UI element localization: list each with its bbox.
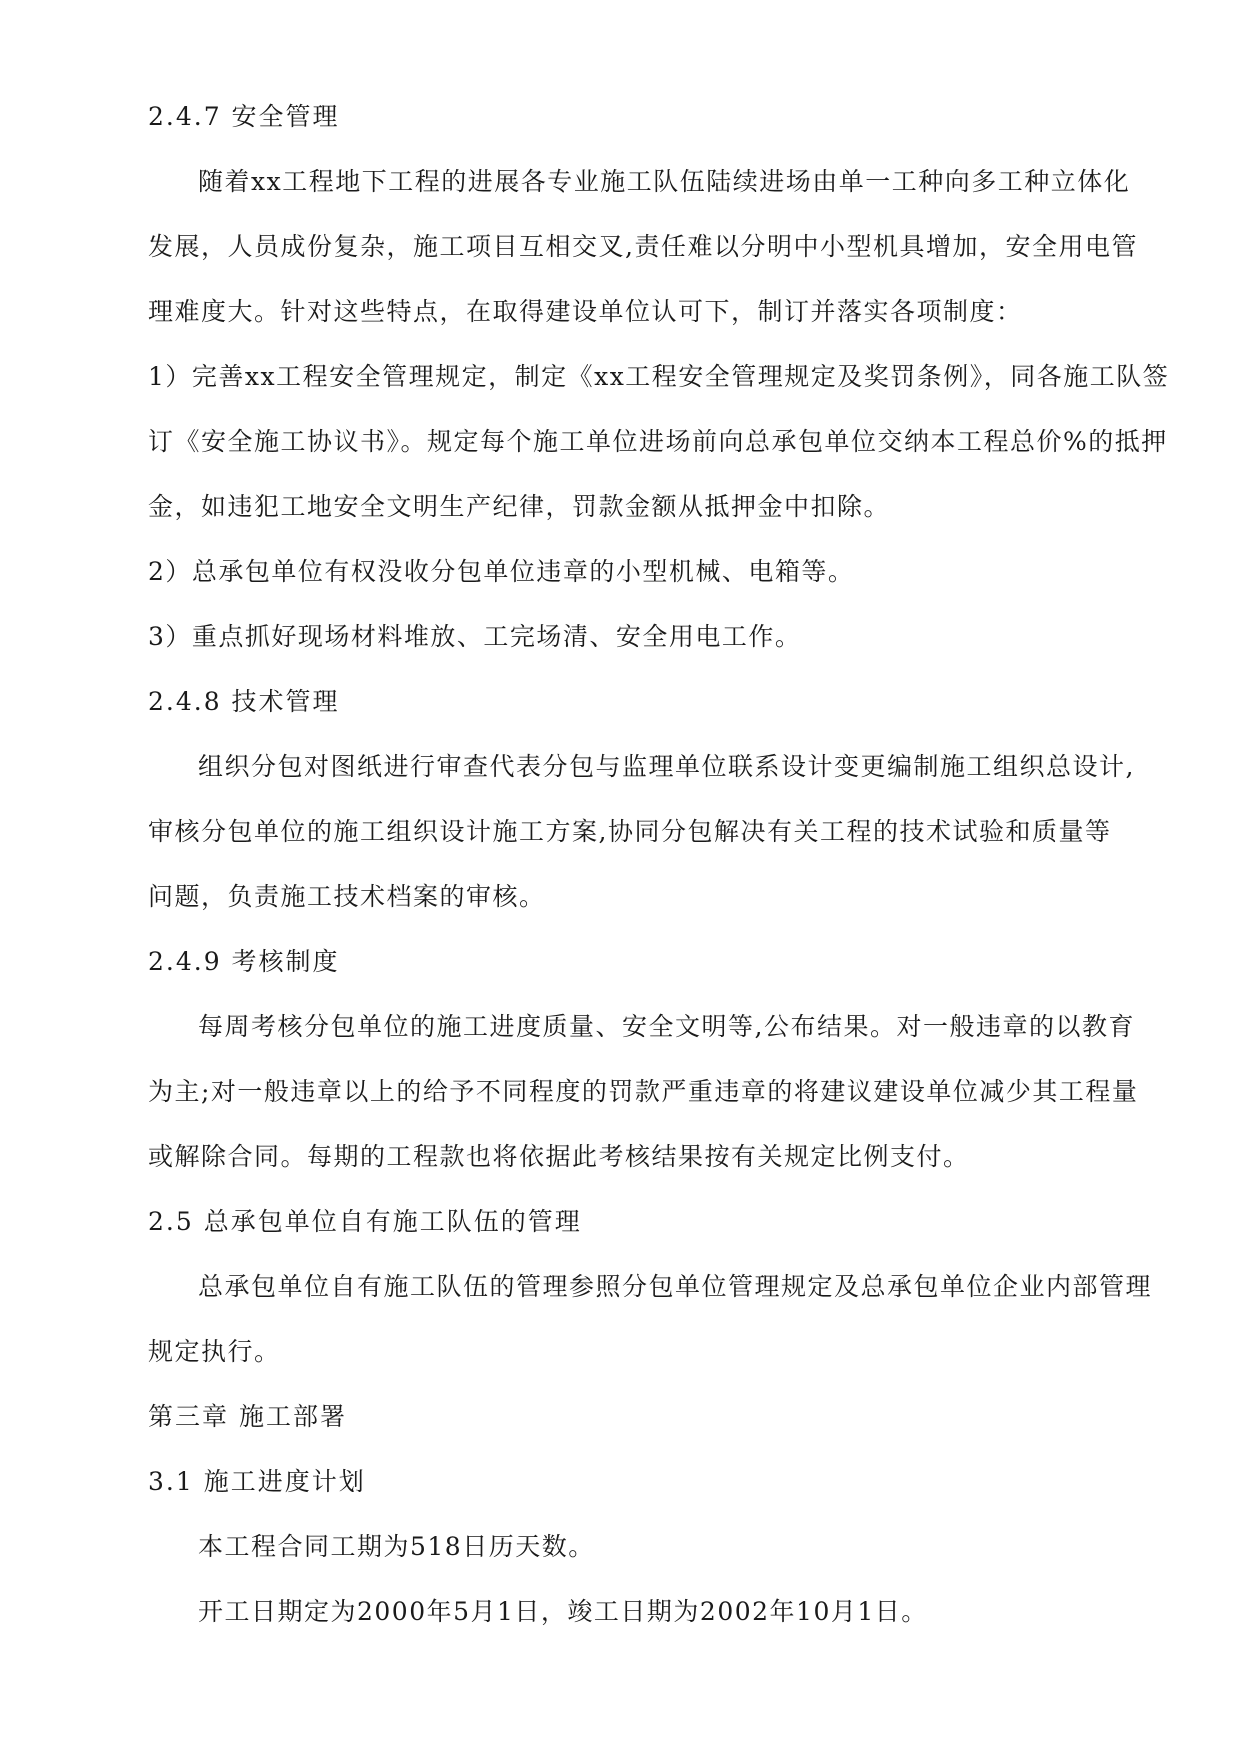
paragraph-line: 本工程合同工期为518日历天数。 bbox=[198, 1532, 595, 1561]
section-heading-2-5: 2.5 总承包单位自有施工队伍的管理 bbox=[148, 1207, 582, 1236]
list-item-line: 订《安全施工协议书》。规定每个施工单位进场前向总承包单位交纳本工程总价%的抵押 bbox=[148, 427, 1168, 456]
paragraph-line: 问题，负责施工技术档案的审核。 bbox=[148, 882, 546, 911]
paragraph-line: 总承包单位自有施工队伍的管理参照分包单位管理规定及总承包单位企业内部管理 bbox=[198, 1272, 1153, 1301]
paragraph-line: 规定执行。 bbox=[148, 1337, 281, 1366]
paragraph-line: 发展，人员成份复杂，施工项目互相交叉,责任难以分明中小型机具增加，安全用电管 bbox=[148, 232, 1138, 261]
chapter-heading-3: 第三章 施工部署 bbox=[148, 1402, 347, 1431]
section-heading-2-4-9: 2.4.9 考核制度 bbox=[148, 947, 340, 976]
paragraph-line: 为主;对一般违章以上的给予不同程度的罚款严重违章的将建议建设单位减少其工程量 bbox=[148, 1077, 1139, 1106]
section-heading-2-4-7: 2.4.7 安全管理 bbox=[148, 102, 340, 131]
paragraph-line: 每周考核分包单位的施工进度质量、安全文明等,公布结果。对一般违章的以教育 bbox=[198, 1012, 1135, 1041]
list-item-line: 1）完善xx工程安全管理规定，制定《xx工程安全管理规定及奖罚条例》，同各施工队签 bbox=[148, 362, 1170, 391]
paragraph-line: 组织分包对图纸进行审查代表分包与监理单位联系设计变更编制施工组织总设计, bbox=[198, 752, 1135, 781]
document-page bbox=[148, 84, 1170, 1644]
list-item-line: 金，如违犯工地安全文明生产纪律，罚款金额从抵押金中扣除。 bbox=[148, 492, 891, 521]
list-item-line: 3）重点抓好现场材料堆放、工完场清、安全用电工作。 bbox=[148, 622, 802, 651]
paragraph-line: 开工日期定为2000年5月1日，竣工日期为2002年10月1日。 bbox=[198, 1597, 928, 1626]
section-heading-2-4-8: 2.4.8 技术管理 bbox=[148, 687, 340, 716]
list-item-line: 2）总承包单位有权没收分包单位违章的小型机械、电箱等。 bbox=[148, 557, 855, 586]
paragraph-line: 审核分包单位的施工组织设计施工方案,协同分包解决有关工程的技术试验和质量等 bbox=[148, 817, 1112, 846]
section-heading-3-1: 3.1 施工进度计划 bbox=[148, 1467, 366, 1496]
paragraph-line: 理难度大。针对这些特点，在取得建设单位认可下，制订并落实各项制度： bbox=[148, 297, 1023, 326]
paragraph-line: 随着xx工程地下工程的进展各专业施工队伍陆续进场由单一工种向多工种立体化 bbox=[198, 167, 1131, 196]
paragraph-line: 或解除合同。每期的工程款也将依据此考核结果按有关规定比例支付。 bbox=[148, 1142, 970, 1171]
